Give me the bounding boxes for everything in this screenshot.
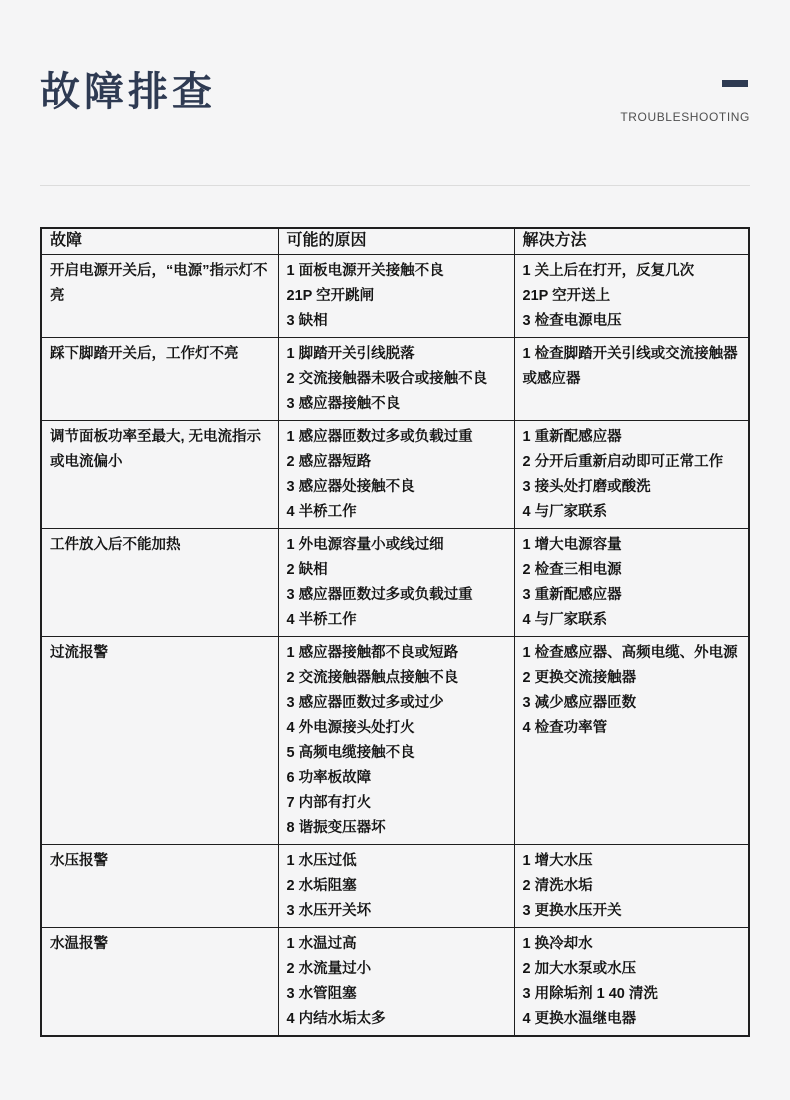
cell-line: 3 用除垢剂 1 40 清洗 — [522, 986, 658, 1002]
causes-cell — [278, 928, 514, 1037]
cell-line: 3 水管阻塞 — [286, 986, 357, 1002]
cell-line: 3 水压开关坏 — [286, 903, 372, 919]
cell-line: 2 分开后重新启动即可正常工作 — [522, 454, 724, 470]
page-header — [0, 0, 790, 185]
causes-cell — [278, 255, 514, 338]
cell-line: 1 水压过低 — [286, 853, 357, 869]
fault-cell — [41, 529, 278, 637]
fault-cell — [41, 338, 278, 421]
cell-line: 4 检查功率管 — [522, 720, 608, 736]
solutions-cell — [514, 255, 749, 338]
cell-line: 2 水垢阻塞 — [286, 878, 357, 894]
table-row — [41, 928, 749, 1037]
cell-line: 2 水流量过小 — [286, 961, 372, 977]
cell-line: 3 接头处打磨或酸洗 — [522, 479, 651, 495]
solutions-cell — [514, 845, 749, 928]
solutions-cell — [514, 637, 749, 845]
fault-cell — [41, 421, 278, 529]
cell-line: 开启电源开关后，“电源”指示灯不亮 — [50, 263, 268, 304]
causes-cell — [278, 421, 514, 529]
fault-cell — [41, 928, 278, 1037]
cell-line: 1 关上后在打开，反复几次 — [522, 263, 695, 279]
cell-line: 2 交流接触器未吸合或接触不良 — [286, 371, 488, 387]
solutions-cell — [514, 529, 749, 637]
fault-cell — [41, 255, 278, 338]
cell-line: 水温报警 — [50, 936, 108, 952]
column-header-solution: 解决方法 — [514, 228, 749, 255]
cell-line: 3 重新配感应器 — [522, 587, 622, 603]
table-row — [41, 637, 749, 845]
cell-line: 1 感应器接触都不良或短路 — [286, 645, 459, 661]
cell-line: 2 感应器短路 — [286, 454, 372, 470]
cell-line: 1 检查感应器、高频电缆、外电源 — [522, 645, 738, 661]
cell-line: 3 更换水压开关 — [522, 903, 622, 919]
cell-line: 4 与厂家联系 — [522, 504, 608, 520]
cell-line: 21P 空开送上 — [522, 288, 611, 304]
cell-line: 6 功率板故障 — [286, 770, 372, 786]
cell-line: 1 感应器匝数过多或负载过重 — [286, 429, 473, 445]
cell-line: 过流报警 — [50, 645, 108, 661]
cell-line: 21P 空开跳闸 — [286, 288, 375, 304]
fault-cell — [41, 637, 278, 845]
table-row — [41, 421, 749, 529]
solutions-cell — [514, 928, 749, 1037]
cell-line: 3 感应器接触不良 — [286, 396, 401, 412]
table-row — [41, 845, 749, 928]
cell-line: 工件放入后不能加热 — [50, 537, 181, 553]
cell-line: 8 谐振变压器坏 — [286, 820, 386, 836]
cell-line: 1 检查脚踏开关引线或交流接触器或感应器 — [522, 346, 738, 387]
cell-line: 4 内结水垢太多 — [286, 1011, 386, 1027]
table-row — [41, 338, 749, 421]
cell-line: 2 交流接触器触点接触不良 — [286, 670, 459, 686]
cell-line: 4 半桥工作 — [286, 612, 357, 628]
header-divider — [40, 185, 750, 186]
cell-line: 3 感应器处接触不良 — [286, 479, 415, 495]
cell-line: 2 检查三相电源 — [522, 562, 622, 578]
cell-line: 2 缺相 — [286, 562, 328, 578]
cell-line: 2 加大水泵或水压 — [522, 961, 637, 977]
cell-line: 7 内部有打火 — [286, 795, 372, 811]
cell-line: 1 水温过高 — [286, 936, 357, 952]
column-header-fault: 故障 — [41, 228, 278, 255]
troubleshooting-table — [40, 227, 750, 1037]
cell-line: 1 换冷却水 — [522, 936, 593, 952]
table-header-row — [41, 228, 749, 255]
cell-line: 1 增大水压 — [522, 853, 593, 869]
cell-line: 1 脚踏开关引线脱落 — [286, 346, 415, 362]
cell-line: 4 半桥工作 — [286, 504, 357, 520]
cell-line: 3 感应器匝数过多或过少 — [286, 695, 444, 711]
solutions-cell — [514, 421, 749, 529]
cell-line: 4 与厂家联系 — [522, 612, 608, 628]
cell-line: 3 缺相 — [286, 313, 328, 329]
cell-line: 1 重新配感应器 — [522, 429, 622, 445]
causes-cell — [278, 637, 514, 845]
solutions-cell — [514, 338, 749, 421]
table-row — [41, 255, 749, 338]
page-title: 故障排查 — [40, 70, 216, 114]
cell-line: 水压报警 — [50, 853, 108, 869]
corner-mark-decoration — [722, 80, 748, 87]
cell-line: 3 检查电源电压 — [522, 313, 622, 329]
column-header-cause: 可能的原因 — [278, 228, 514, 255]
table-head — [41, 228, 749, 255]
causes-cell — [278, 845, 514, 928]
cell-line: 4 外电源接头处打火 — [286, 720, 415, 736]
cell-line: 调节面板功率至最大, 无电流指示或电流偏小 — [50, 429, 262, 470]
cell-line: 1 外电源容量小或线过细 — [286, 537, 444, 553]
cell-line: 5 高频电缆接触不良 — [286, 745, 415, 761]
cell-line: 4 更换水温继电器 — [522, 1011, 637, 1027]
table-row — [41, 529, 749, 637]
causes-cell — [278, 338, 514, 421]
page-subtitle: TROUBLESHOOTING — [620, 110, 750, 124]
cell-line: 3 减少感应器匝数 — [522, 695, 637, 711]
cell-line: 2 更换交流接触器 — [522, 670, 637, 686]
causes-cell — [278, 529, 514, 637]
cell-line: 1 增大电源容量 — [522, 537, 622, 553]
table-body — [41, 255, 749, 1037]
fault-cell — [41, 845, 278, 928]
cell-line: 2 清洗水垢 — [522, 878, 593, 894]
cell-line: 踩下脚踏开关后，工作灯不亮 — [50, 346, 239, 362]
cell-line: 1 面板电源开关接触不良 — [286, 263, 444, 279]
cell-line: 3 感应器匝数过多或负载过重 — [286, 587, 473, 603]
